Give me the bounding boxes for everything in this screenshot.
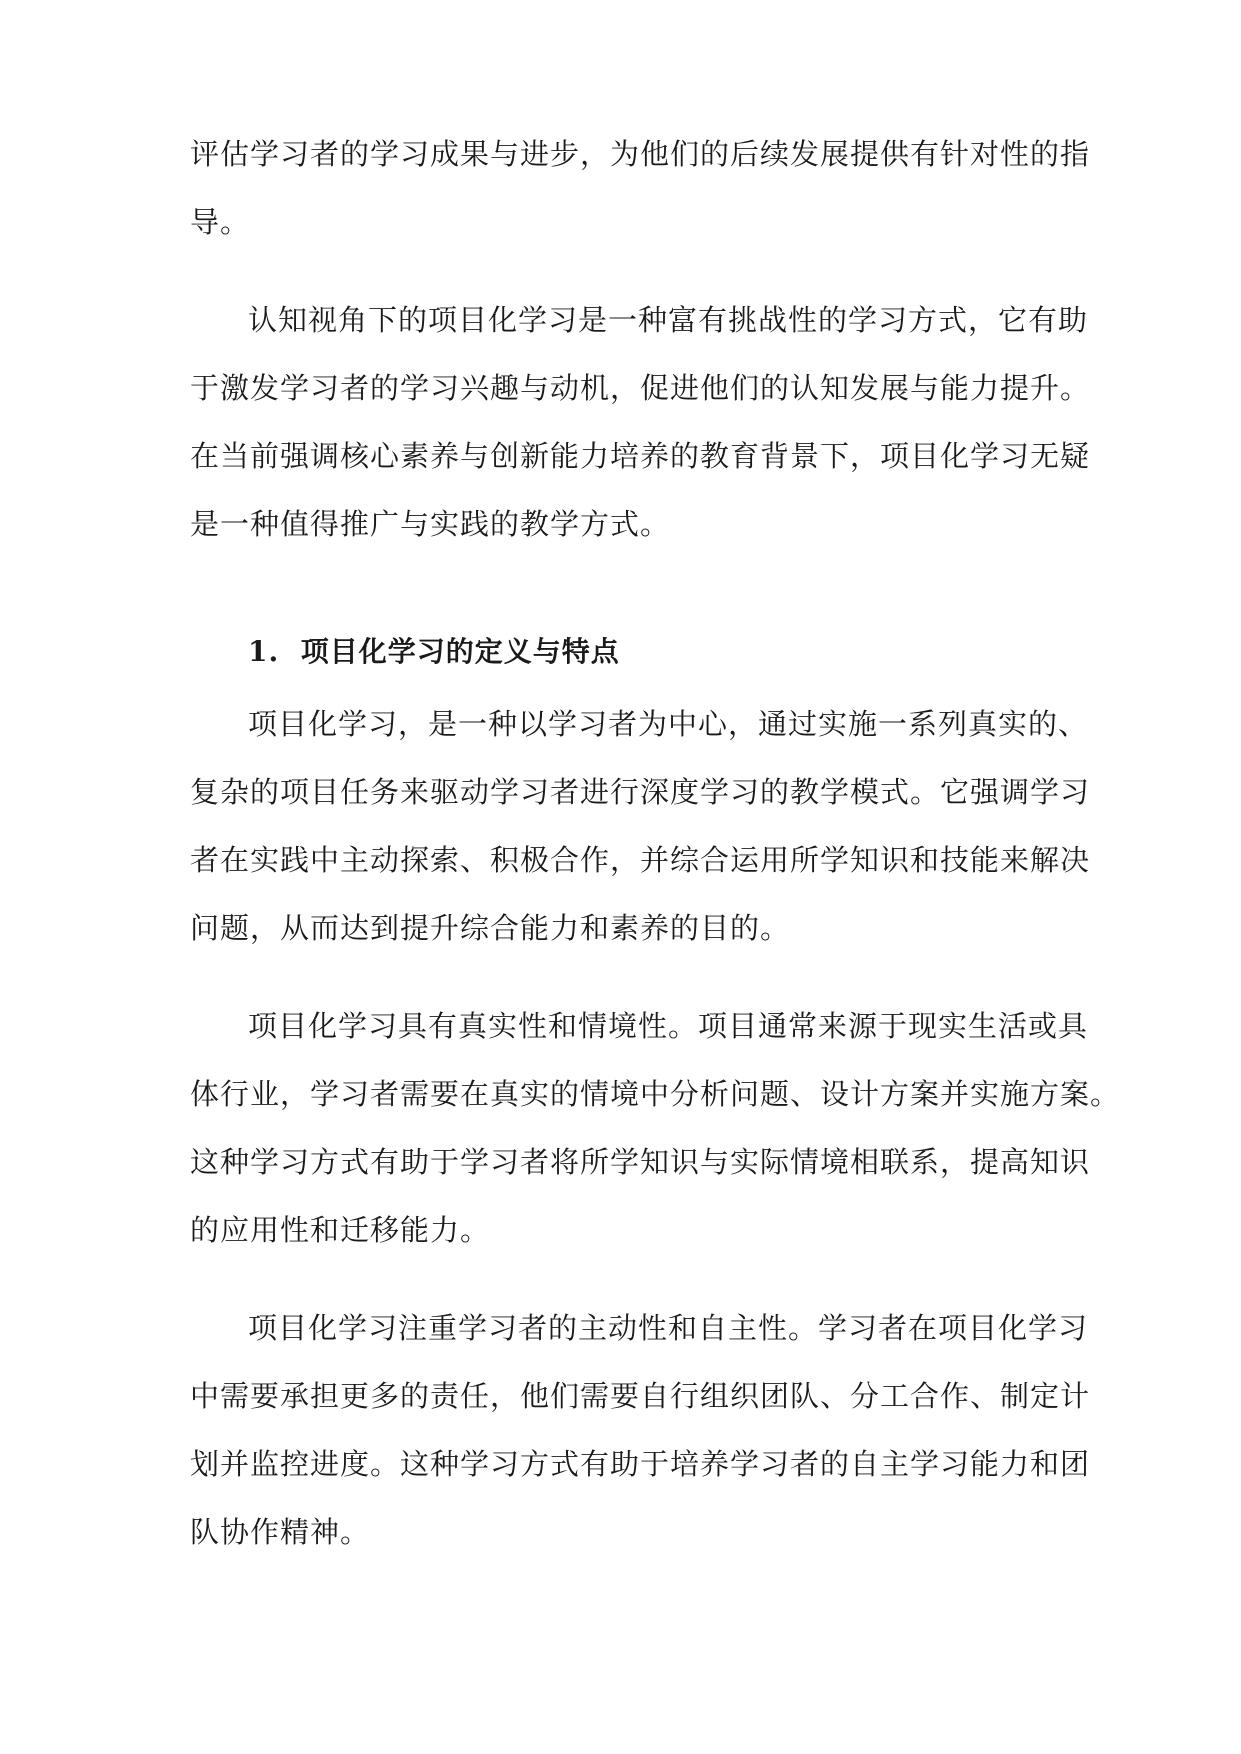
paragraph-line: 问题，从而达到提升综合能力和素养的目的。 bbox=[190, 911, 791, 945]
paragraph-line: 项目化学习具有真实性和情境性。项目通常来源于现实生活或具 bbox=[248, 1009, 1089, 1043]
paragraph-line: 体行业，学习者需要在真实的情境中分析问题、设计方案并实施方案。 bbox=[190, 1077, 1121, 1111]
paragraph-line: 项目化学习注重学习者的主动性和自主性。学习者在项目化学习 bbox=[248, 1311, 1089, 1345]
paragraph-line: 队协作精神。 bbox=[190, 1515, 371, 1549]
paragraph-line: 项目化学习，是一种以学习者为中心，通过实施一系列真实的、 bbox=[248, 707, 1089, 741]
paragraph-line: 在当前强调核心素养与创新能力培养的教育背景下，项目化学习无疑 bbox=[190, 439, 1091, 473]
paragraph-line: 认知视角下的项目化学习是一种富有挑战性的学习方式，它有助 bbox=[248, 303, 1089, 337]
paragraph-line: 是一种值得推广与实践的教学方式。 bbox=[190, 507, 671, 541]
paragraph-line: 划并监控进度。这种学习方式有助于培养学习者的自主学习能力和团 bbox=[190, 1447, 1091, 1481]
paragraph-line: 这种学习方式有助于学习者将所学知识与实际情境相联系，提高知识 bbox=[190, 1145, 1091, 1179]
paragraph-line: 导。 bbox=[190, 205, 251, 239]
paragraph-line: 的应用性和迁移能力。 bbox=[190, 1213, 491, 1247]
paragraph-line: 复杂的项目任务来驱动学习者进行深度学习的教学模式。它强调学习 bbox=[190, 775, 1091, 809]
paragraph-line: 中需要承担更多的责任，他们需要自行组织团队、分工合作、制定计 bbox=[190, 1379, 1091, 1413]
section-heading-title: 项目化学习的定义与特点 bbox=[300, 635, 620, 668]
paragraph-line: 评估学习者的学习成果与进步，为他们的后续发展提供有针对性的指 bbox=[190, 137, 1091, 171]
paragraph-line: 者在实践中主动探索、积极合作，并综合运用所学知识和技能来解决 bbox=[190, 843, 1091, 877]
section-heading-number: 1. bbox=[248, 635, 280, 668]
paragraph-line: 于激发学习者的学习兴趣与动机，促进他们的认知发展与能力提升。 bbox=[190, 371, 1091, 405]
section-heading bbox=[248, 632, 620, 672]
